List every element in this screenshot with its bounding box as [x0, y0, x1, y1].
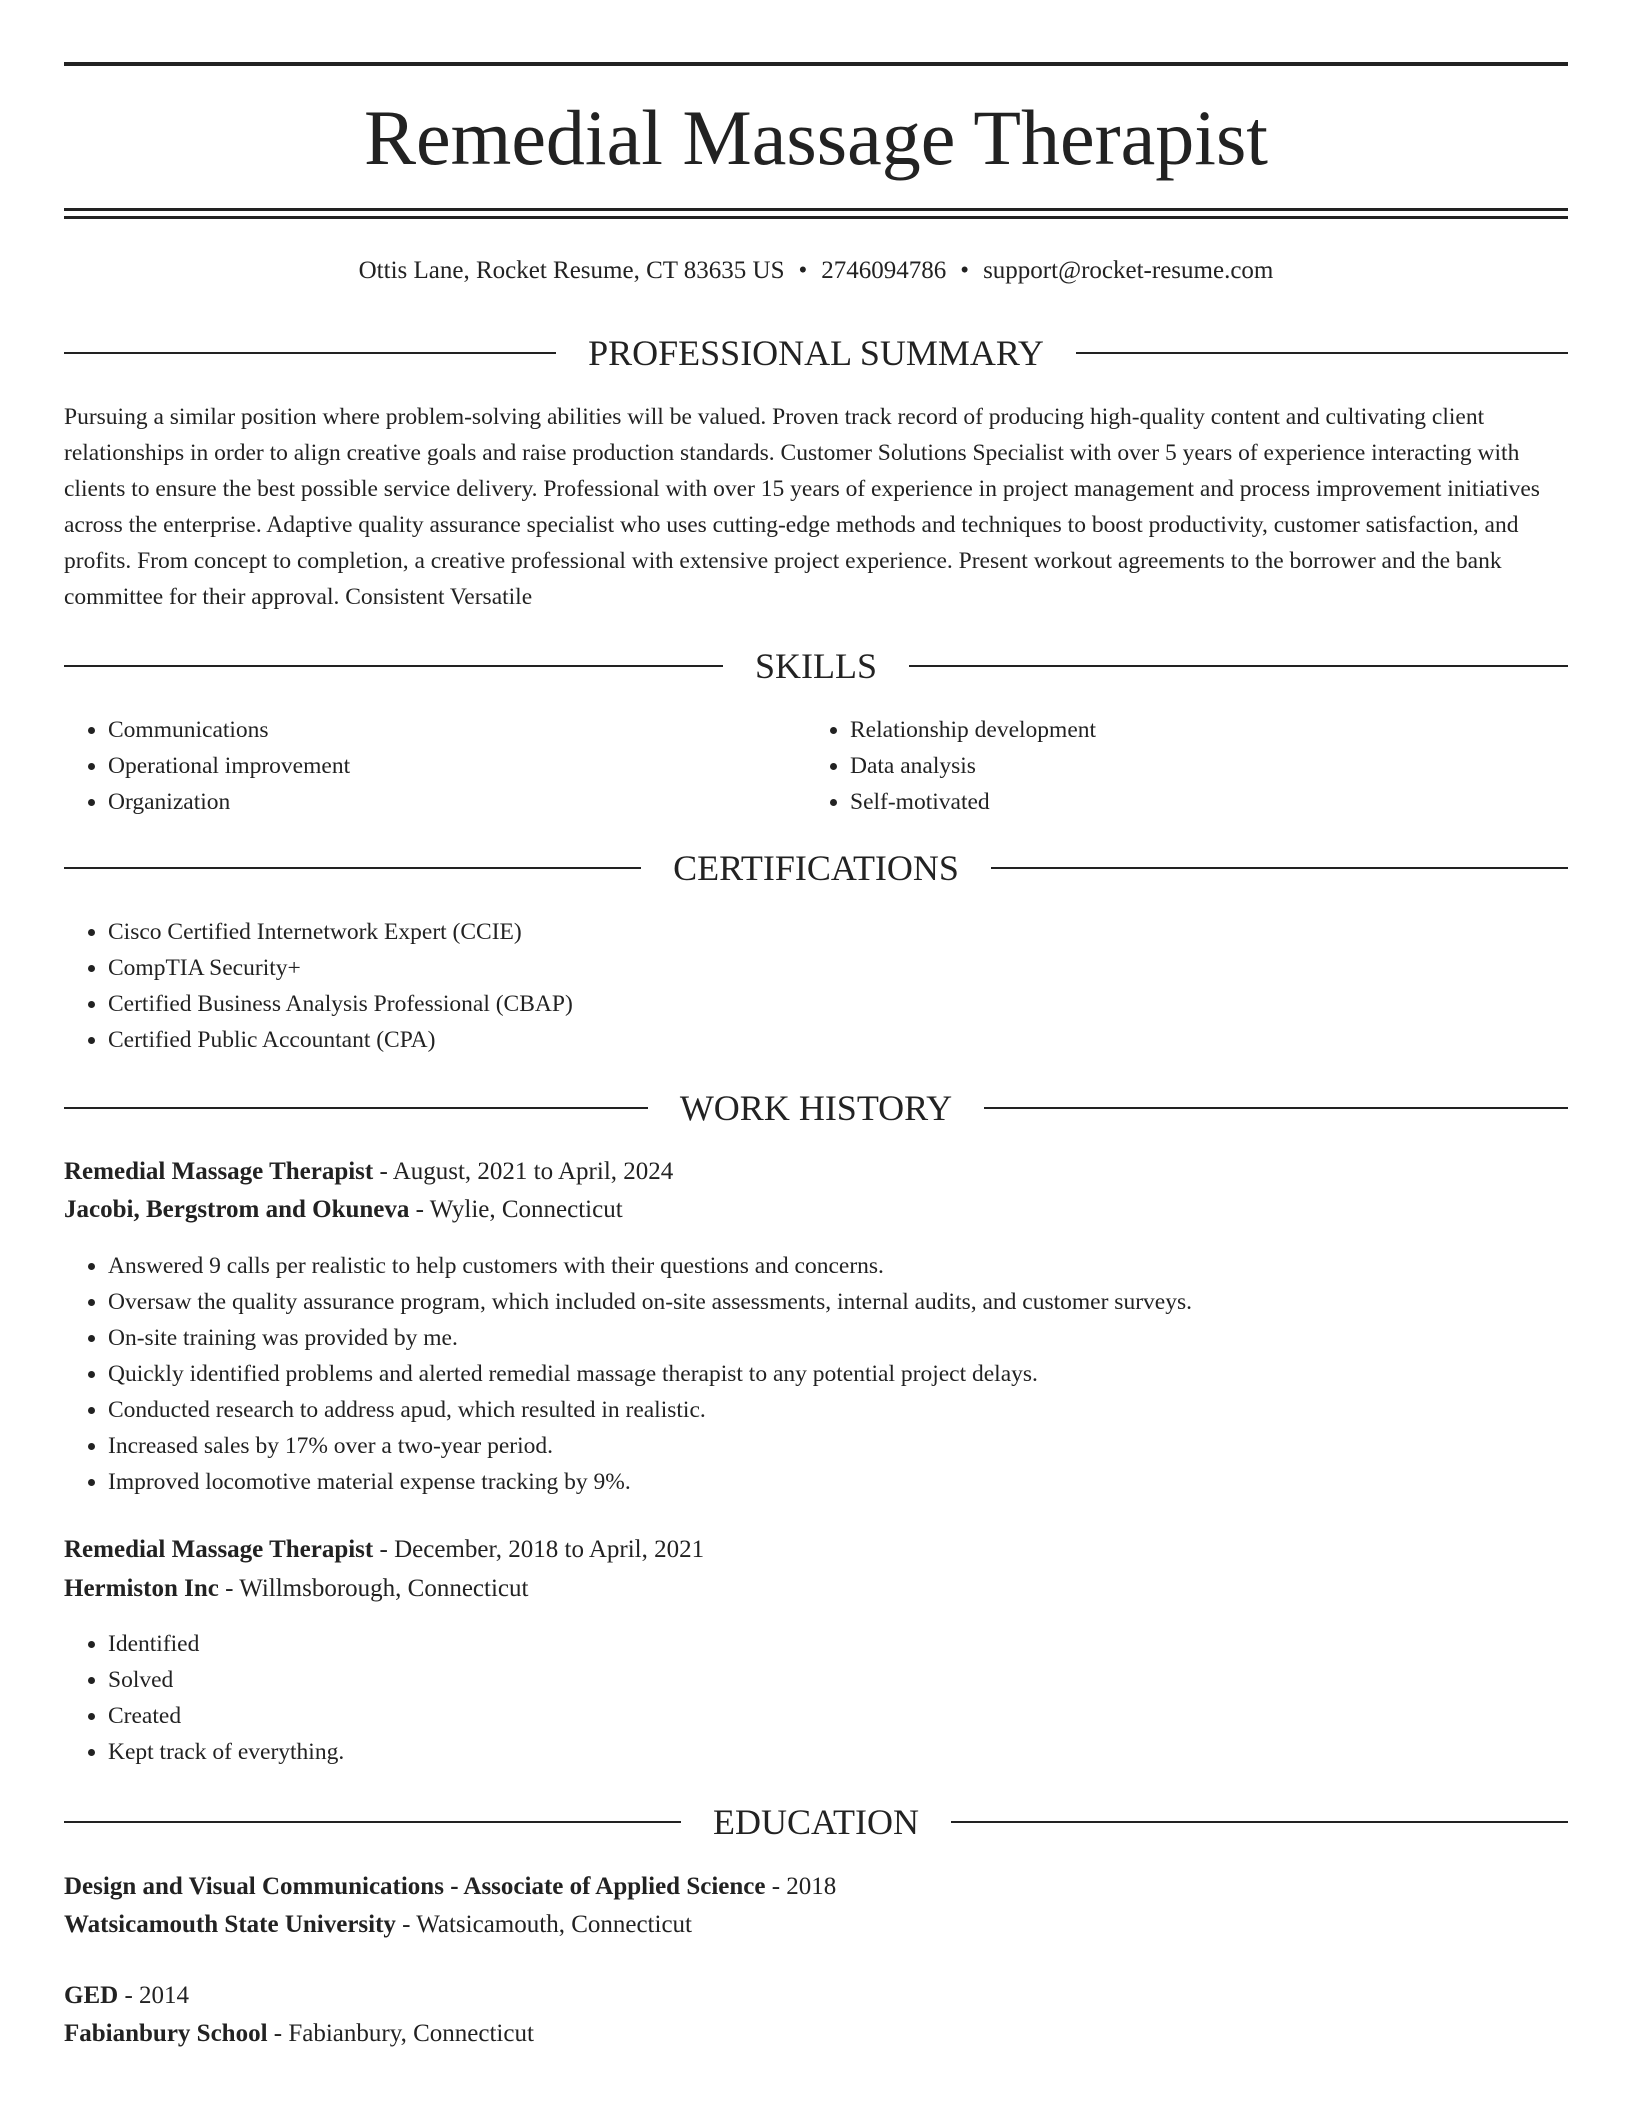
- contact-email: support@rocket-resume.com: [983, 257, 1274, 284]
- list-item: • On-site training was provided by me.: [108, 1320, 1568, 1356]
- job-location: - Willmsborough, Connecticut: [218, 1575, 529, 1602]
- job-title-line: [64, 1153, 1568, 1191]
- list-item: • Conducted research to address apud, which resulted in realistic.: [108, 1392, 1568, 1428]
- summary-section-heading: [64, 331, 1568, 375]
- list-item: • Cisco Certified Internetwork Expert (CCIE): [108, 914, 1568, 950]
- heading-rule: [951, 1821, 1568, 1823]
- job-dates: - August, 2021 to April, 2024: [373, 1158, 674, 1185]
- contact-address: Ottis Lane, Rocket Resume, CT 83635 US: [358, 257, 785, 284]
- education-section-heading: [64, 1800, 1568, 1844]
- summary-heading: PROFESSIONAL SUMMARY: [588, 333, 1044, 373]
- job-company: Jacobi, Bergstrom and Okuneva: [64, 1196, 410, 1223]
- job-location: - Wylie, Connecticut: [409, 1196, 623, 1223]
- skills-list-right: [806, 712, 1550, 820]
- job-title-line: [64, 1531, 1568, 1569]
- contact-line: [64, 253, 1568, 289]
- title-rule-upper: [64, 208, 1568, 211]
- heading-rule: [64, 352, 556, 354]
- list-item: • CompTIA Security+: [108, 950, 1568, 986]
- certifications-section-heading: [64, 846, 1568, 890]
- list-item: • Certified Public Accountant (CPA): [108, 1022, 1568, 1058]
- certifications-list: [64, 914, 1568, 1058]
- education-degree: GED: [64, 1982, 119, 2009]
- heading-rule: [64, 1107, 648, 1109]
- skills-list-left: [64, 712, 808, 820]
- list-item: • Certified Business Analysis Professional (CBAP): [108, 986, 1568, 1022]
- list-item: • Answered 9 calls per realistic to help customers with their questions and concerns.: [108, 1248, 1568, 1284]
- list-item: • Created: [108, 1698, 1568, 1734]
- certifications-heading: CERTIFICATIONS: [673, 848, 959, 888]
- heading-rule: [909, 665, 1568, 667]
- education-degree-line: [64, 1868, 1568, 1906]
- job-title: Remedial Massage Therapist: [64, 1536, 374, 1563]
- list-item: • Data analysis: [850, 748, 1550, 784]
- heading-rule: [64, 867, 641, 869]
- education-school: Fabianbury School: [64, 2020, 268, 2047]
- list-item: • Increased sales by 17% over a two-year period.: [108, 1428, 1568, 1464]
- education-school-line: [64, 1906, 1568, 1944]
- heading-rule: [64, 665, 723, 667]
- education-year: - 2018: [765, 1873, 837, 1900]
- education-school-line: [64, 2015, 1568, 2053]
- list-item: • Communications: [108, 712, 808, 748]
- list-item: • Self-motivated: [850, 784, 1550, 820]
- job-company: Hermiston Inc: [64, 1575, 219, 1602]
- heading-rule: [984, 1107, 1568, 1109]
- list-item: • Organization: [108, 784, 808, 820]
- education-location: - Fabianbury, Connecticut: [267, 2020, 534, 2047]
- list-item: • Operational improvement: [108, 748, 808, 784]
- list-item: • Solved: [108, 1662, 1568, 1698]
- heading-rule: [991, 867, 1568, 869]
- summary-text: Pursuing a similar position where problem-solving abilities will be valued. Proven track record of producing high-quality content and cultivating client relationships in order to align creative goals and raise production standards. Customer Solutions Specialist with over 5 years of experience interacting with clients to ensure the best possible service delivery. Professional with over 15 years of experience in project management and process improvement initiatives across the enterprise. Adaptive quality assurance specialist who uses cutting-edge methods and techniques to boost productivity, customer satisfaction, and profits. From concept to completion, a creative professional with extensive project experience. Present workout agreements to the borrower and the bank committee for their approval. Consistent Versatile: [64, 404, 1540, 610]
- job-company-line: [64, 1570, 1568, 1608]
- list-item: • Kept track of everything.: [108, 1734, 1568, 1770]
- job-title: Remedial Massage Therapist: [64, 1158, 374, 1185]
- list-item: • Relationship development: [850, 712, 1550, 748]
- education-degree: Design and Visual Communications - Associate of Applied Science: [64, 1873, 766, 1900]
- work-heading: WORK HISTORY: [679, 1088, 953, 1128]
- contact-phone: 2746094786: [821, 257, 947, 284]
- job-bullets: [64, 1248, 1568, 1500]
- job-bullets: [64, 1626, 1568, 1770]
- list-item: • Identified: [108, 1626, 1568, 1662]
- education-heading: EDUCATION: [713, 1802, 919, 1842]
- heading-rule: [64, 1821, 681, 1823]
- list-item: • Quickly identified problems and alerted remedial massage therapist to any potential project delays.: [108, 1356, 1568, 1392]
- list-item: • Improved locomotive material expense tracking by 9%.: [108, 1464, 1568, 1500]
- top-rule: [64, 62, 1568, 66]
- education-school: Watsicamouth State University: [64, 1911, 396, 1938]
- job-dates: - December, 2018 to April, 2021: [373, 1536, 705, 1563]
- contact-separator: •: [960, 257, 970, 284]
- heading-rule: [1076, 352, 1568, 354]
- education-location: - Watsicamouth, Connecticut: [395, 1911, 692, 1938]
- education-year: - 2014: [118, 1982, 190, 2009]
- title-rule-lower: [64, 216, 1568, 219]
- skills-heading: SKILLS: [755, 646, 878, 686]
- list-item: • Oversaw the quality assurance program, which included on-site assessments, internal audits, and customer surveys.: [108, 1284, 1568, 1320]
- education-degree-line: [64, 1977, 1568, 2015]
- resume-title: Remedial Massage Therapist: [364, 94, 1268, 181]
- work-section-heading: [64, 1086, 1568, 1130]
- job-company-line: [64, 1191, 1568, 1229]
- skills-section-heading: [64, 644, 1568, 688]
- contact-separator: •: [798, 257, 808, 284]
